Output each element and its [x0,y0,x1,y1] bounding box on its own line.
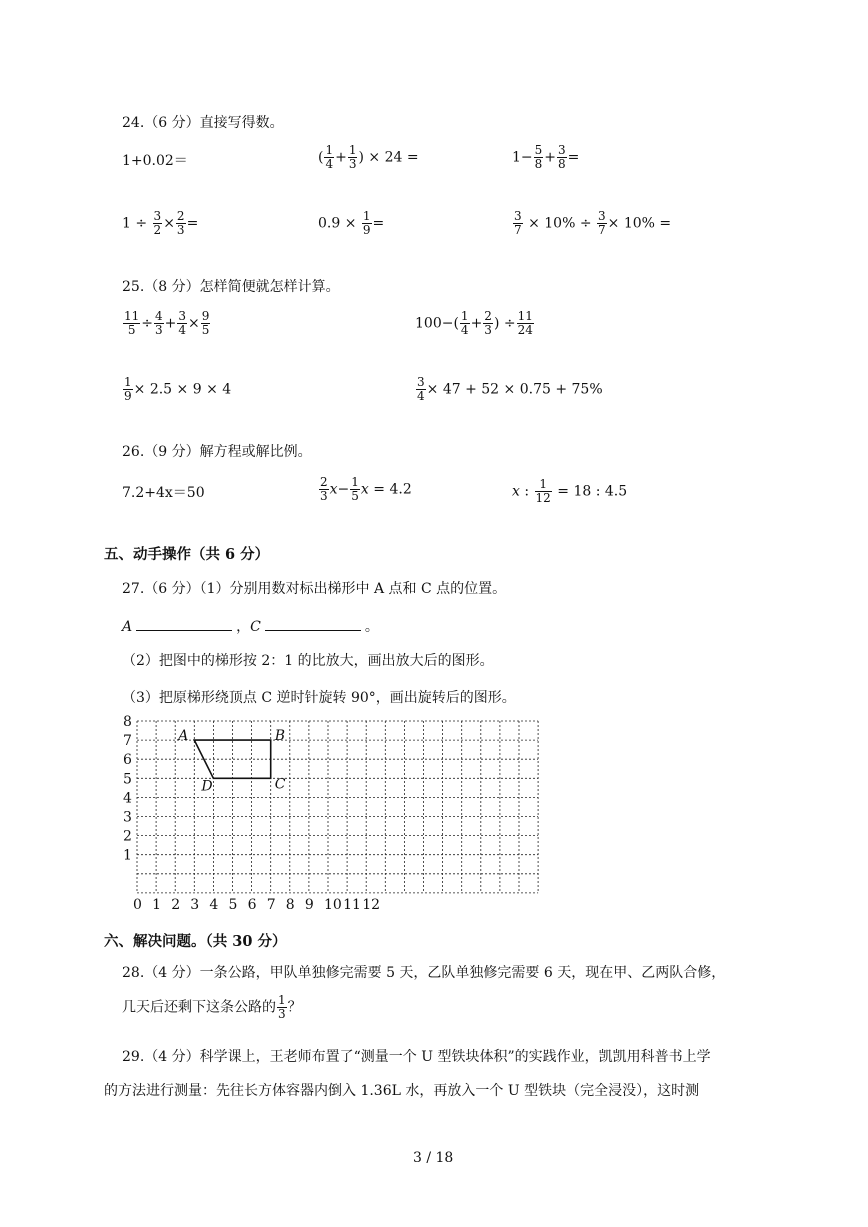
q29-line-1: 29.（4 分）科学课上，王老师布置了“测量一个 U 型铁块体积”的实践作业，凯凯用科普书上学 [122,1049,711,1065]
q25-expr-4: $\frac{3}{4}$ × 47 + 52 × 0.75 + 75% [417,375,603,403]
q24-item-3: 1− $\frac{5}{8}$ + $\frac{3}{8}$ = [512,143,580,171]
section-5-title: 五、动手操作（共 6 分） [104,546,270,563]
vertex-label-a: A [178,728,189,745]
x-tick-label: 1 [152,896,162,913]
section-6-title: 六、解决问题。（共 30 分） [104,933,287,950]
y-tick-label: 5 [123,771,132,788]
x-tick-label: 3 [190,896,200,913]
x-tick-label: 10 [324,896,342,913]
answer-blank-c[interactable] [265,618,361,631]
y-tick-label: 2 [123,828,132,845]
q27-part3: （3）把原梯形绕顶点 C 逆时针旋转 90°，画出旋转后的图形。 [122,690,516,706]
y-tick-label: 6 [123,752,132,769]
x-tick-label: 6 [247,896,257,913]
x-tick-label: 4 [209,896,219,913]
x-tick-label: 5 [228,896,238,913]
x-tick-label: 8 [285,896,295,913]
q27-part2: （2）把图中的梯形按 2：1 的比放大，画出放大后的图形。 [122,653,494,669]
x-tick-label: 2 [171,896,181,913]
y-tick-label: 3 [123,809,132,826]
q27-title: 27.（6 分）（1）分别用数对标出梯形中 A 点和 C 点的位置。 [122,581,507,597]
x-tick-label: 7 [266,896,276,913]
trapezoid-shape [194,740,270,778]
x-tick-label: 0 [133,896,142,913]
y-tick-label: 8 [123,714,132,730]
x-tick-label: 12 [362,896,381,913]
q24-item-2: ( $\frac{1}{4}$ + $\frac{1}{3}$ ) × 24 = [318,143,419,171]
q24-item-4: 1 ÷ $\frac{3}{2}$ × $\frac{2}{3}$ = [122,209,199,237]
q29-line-2: 的方法进行测量：先往长方体容器内倒入 1.36L 水，再放入一个 U 型铁块（完全浸没），这时测 [104,1083,700,1099]
q25-expr-2: 100−( $\frac{1}{4}$ + $\frac{2}{3}$ ) ÷ $\frac{11}{24}$ [415,309,533,337]
q28-line-2: 几天后还剩下这条公路的 $\frac{1}{3}$ ？ [122,993,302,1021]
page-number: 3 / 18 [413,1150,454,1166]
x-tick-label: 11 [343,896,361,913]
q28-line-1: 28.（4 分）一条公路，甲队单独修完需要 5 天，乙队单独修完需要 6 天，现在甲、乙两队合修， [122,965,726,981]
q24-item-1: 1+0.02＝ [122,153,188,169]
y-tick-label: 1 [123,847,132,864]
answer-blank-a[interactable] [136,618,232,631]
q25-expr-1: $\frac{11}{5}$ ÷ $\frac{4}{3}$ + $\frac{3}{4}$ × $\frac{9}{5}$ [124,309,210,337]
q24-item-6: $\frac{3}{7}$ × 10% ÷ $\frac{3}{7}$ × 10% = [514,209,672,237]
y-tick-label: 4 [123,790,132,807]
vertex-label-b: B [274,728,285,745]
q24-title: 24.（6 分）直接写得数。 [122,115,284,131]
q26-eq-2: $\frac{2}{3}$ x− $\frac{1}{5}$ x = 4.2 [320,475,412,503]
q27-answer-line: A ，C 。 [122,619,379,635]
q25-title: 25.（8 分）怎样简便就怎样计算。 [122,279,340,295]
q26-eq-3: x : $\frac{1}{12}$ = 18 : 4.5 [512,477,628,505]
vertex-label-d: D [201,778,213,795]
q26-title: 26.（9 分）解方程或解比例。 [122,444,312,460]
y-tick-label: 7 [123,733,132,750]
q25-expr-3: $\frac{1}{9}$ × 2.5 × 9 × 4 [124,375,232,403]
q26-eq-1: 7.2+4x＝50 [122,485,205,501]
q24-item-5: 0.9 × $\frac{1}{9}$ = [318,209,385,237]
vertex-label-c: C [274,776,286,793]
x-tick-label: 9 [304,896,314,913]
